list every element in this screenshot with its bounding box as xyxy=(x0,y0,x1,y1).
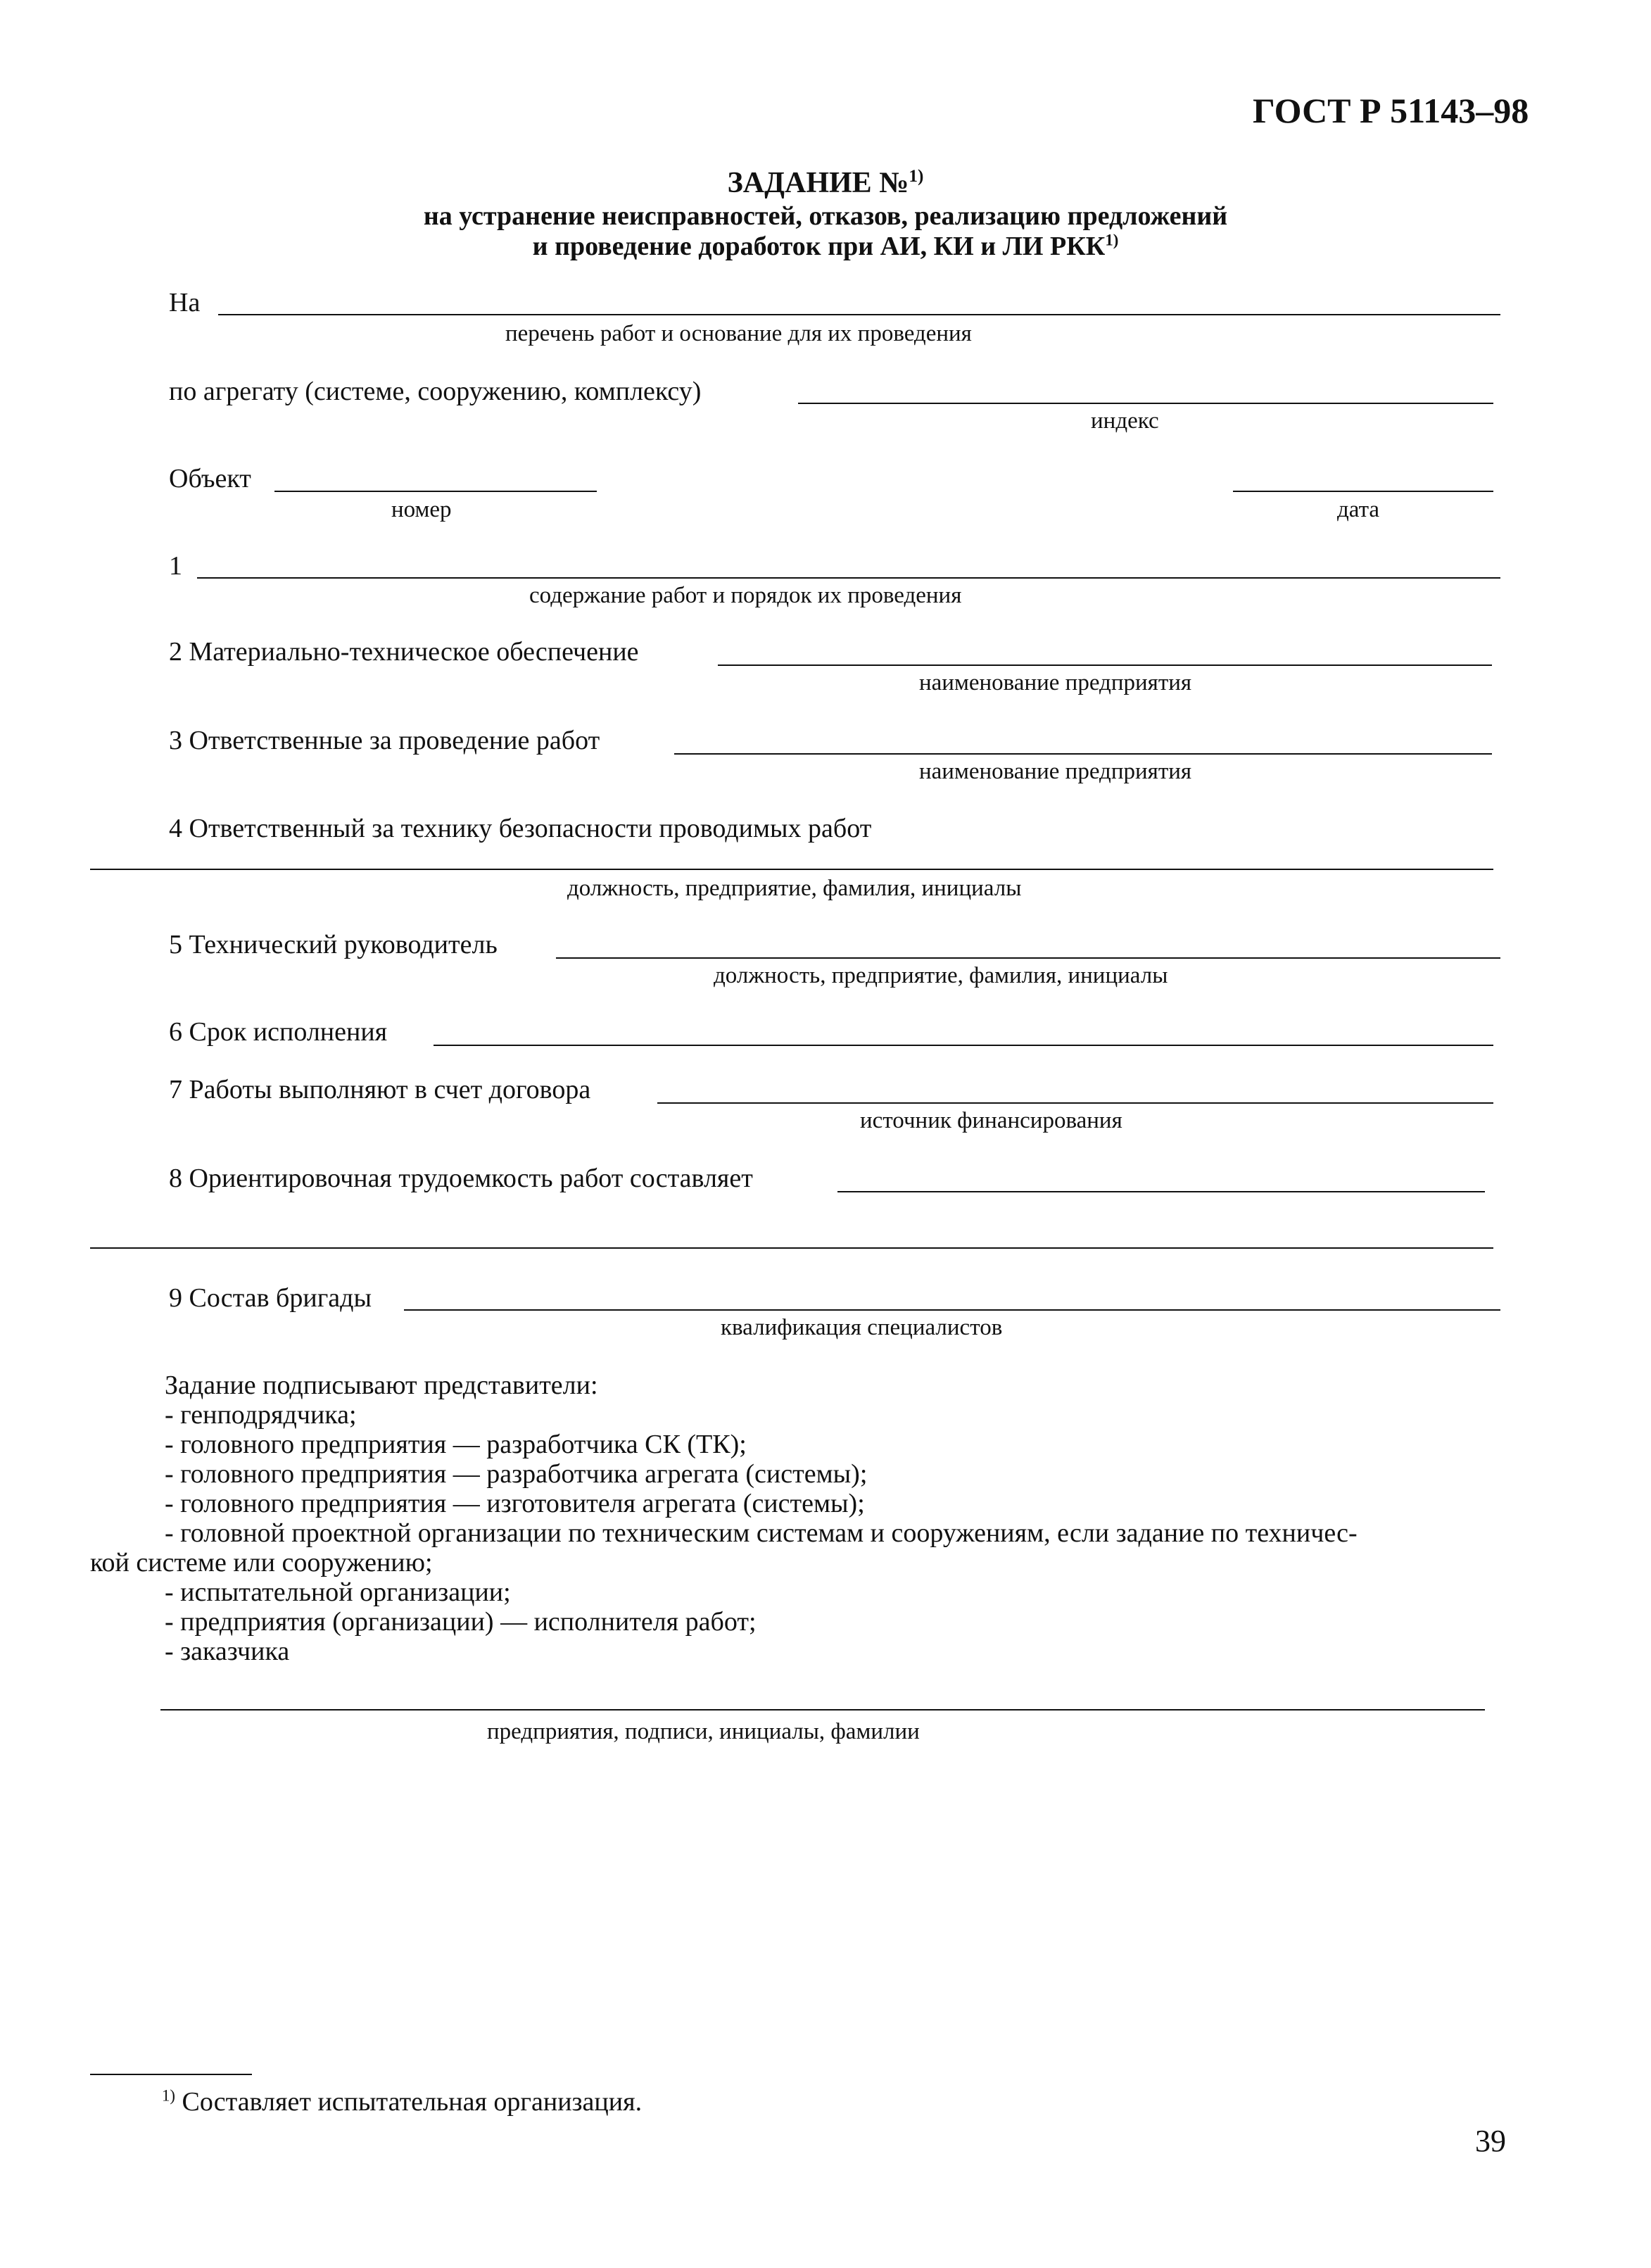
footnote-ref: 1) xyxy=(1105,231,1119,249)
item2-caption: наименование предприятия xyxy=(919,670,1192,695)
item6-label: 6 Срок исполнения xyxy=(169,1017,388,1047)
item1-caption: содержание работ и порядок их проведения xyxy=(529,583,962,608)
footnote-ref: 1) xyxy=(909,167,924,186)
na-field[interactable] xyxy=(218,314,1500,315)
date-field[interactable] xyxy=(1233,491,1493,492)
form-subtitle-line2 xyxy=(0,231,1651,262)
item5-caption: должность, предприятие, фамилия, инициалы xyxy=(714,963,1168,988)
footnote-separator xyxy=(90,2074,252,2075)
document-number: ГОСТ Р 51143–98 xyxy=(1253,91,1529,130)
item1-number: 1 xyxy=(169,551,182,581)
item3-caption: наименование предприятия xyxy=(919,759,1192,784)
signatures-field[interactable] xyxy=(160,1709,1485,1711)
item7-field[interactable] xyxy=(657,1102,1493,1104)
signer-item: - головного предприятия — разработчика СК (ТК); xyxy=(165,1430,747,1459)
form-title xyxy=(0,166,1651,200)
item5-field[interactable] xyxy=(556,957,1500,959)
item9-caption: квалификация специалистов xyxy=(721,1315,1003,1340)
item4-caption: должность, предприятие, фамилия, инициалы xyxy=(567,876,1022,901)
item4-field[interactable] xyxy=(90,869,1493,870)
item6-field[interactable] xyxy=(434,1045,1493,1046)
na-caption: перечень работ и основание для их проведения xyxy=(505,321,972,346)
signer-item: - заказчика xyxy=(165,1637,290,1666)
unit-field[interactable] xyxy=(798,403,1493,404)
page-number: 39 xyxy=(1475,2124,1506,2158)
item7-caption: источник финансирования xyxy=(860,1108,1122,1133)
item9-label: 9 Состав бригады xyxy=(169,1283,372,1313)
signer-item: - головного предприятия — разработчика агрегата (системы); xyxy=(165,1459,868,1489)
object-label: Объект xyxy=(169,464,251,493)
signer-item: - генподрядчика; xyxy=(165,1400,357,1430)
signer-item: - испытательной организации; xyxy=(165,1577,511,1607)
unit-label: по агрегату (системе, сооружению, комплексу) xyxy=(169,377,702,406)
item5-label: 5 Технический руководитель xyxy=(169,930,498,959)
item9-field[interactable] xyxy=(404,1309,1500,1311)
item2-label: 2 Материально-техническое обеспечение xyxy=(169,637,639,667)
item3-field[interactable] xyxy=(674,753,1492,755)
object-number-field[interactable] xyxy=(274,491,597,492)
item2-field[interactable] xyxy=(718,664,1492,666)
form-title-text: ЗАДАНИЕ № xyxy=(727,167,909,199)
signer-item-continued: кой системе или сооружению; xyxy=(90,1548,433,1577)
footnote-text: Составляет испытательная организация. xyxy=(182,2087,643,2117)
item8-field-continued[interactable] xyxy=(90,1247,1493,1249)
signers-intro: Задание подписывают представители: xyxy=(165,1371,598,1400)
date-caption: дата xyxy=(1337,497,1380,522)
signer-item: - головной проектной организации по техническим системам и сооружениям, если задание по техничес- xyxy=(165,1518,1358,1548)
item8-label: 8 Ориентировочная трудоемкость работ составляет xyxy=(169,1164,753,1193)
footnote xyxy=(162,2086,642,2117)
footnote-marker: 1) xyxy=(162,2086,175,2105)
item7-label: 7 Работы выполняют в счет договора xyxy=(169,1075,591,1104)
item3-label: 3 Ответственные за проведение работ xyxy=(169,726,600,755)
item4-label: 4 Ответственный за технику безопасности проводимых работ xyxy=(169,814,872,843)
item8-field[interactable] xyxy=(837,1191,1485,1192)
signer-item: - головного предприятия — изготовителя агрегата (системы); xyxy=(165,1489,865,1518)
form-subtitle-text: и проведение доработок при АИ, КИ и ЛИ РКК xyxy=(532,232,1106,261)
form-subtitle-line1: на устранение неисправностей, отказов, реализацию предложений xyxy=(423,201,1228,231)
na-label: На xyxy=(169,288,201,317)
signatures-caption: предприятия, подписи, инициалы, фамилии xyxy=(487,1719,920,1744)
unit-caption: индекс xyxy=(1091,408,1159,434)
object-caption: номер xyxy=(391,497,452,522)
signer-item: - предприятия (организации) — исполнителя работ; xyxy=(165,1607,757,1637)
item1-field[interactable] xyxy=(197,577,1500,579)
